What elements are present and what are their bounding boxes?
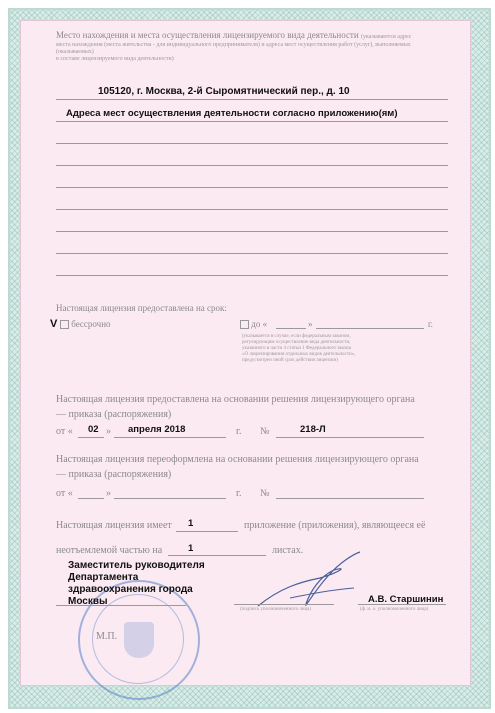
basis-date-line: [114, 437, 226, 438]
reissue-number-label: №: [260, 488, 270, 499]
location-heading: Место нахождения и места осуществления лицензируемого вида деятельности (указываются адрес: [56, 30, 412, 40]
blank-line-5: [56, 231, 448, 232]
address-text: 105120, г. Москва, 2-й Сыромятнический пер., д. 10: [98, 86, 350, 97]
appendix-count: 1: [188, 518, 194, 529]
reissue-year-suffix: г.: [236, 488, 242, 499]
reissue-close-quote: »: [106, 488, 111, 499]
basis-number-line: [276, 437, 424, 438]
basis-month-year: апреля 2018: [128, 424, 186, 435]
location-heading-note: места нахождения (места жительства - для индивидуального предпринимателя) и адреса мест осуществления работ (услуг), выполняемых (оказываемых) в составе лицензируемого вида деятельности): [56, 42, 411, 62]
reissue-date-line: [114, 498, 226, 499]
basis-text: Настоящая лицензия предоставлена на основании решения лицензирующего органа — приказа (распоряжения): [56, 394, 415, 420]
blank-line-3: [56, 187, 448, 188]
appendix-text-2: приложение (приложения), являющееся её: [244, 520, 426, 531]
appendix-text-3: неотъемлемой частью на: [56, 545, 163, 556]
stamp-place-label: М.П.: [96, 631, 118, 642]
blank-line-4: [56, 209, 448, 210]
until-close-quote: »: [308, 319, 313, 329]
name-line: [358, 604, 446, 605]
basis-number: 218-Л: [300, 424, 326, 435]
name-note: (ф. и. о. уполномоченного лица): [360, 607, 429, 612]
signature-line: [234, 604, 334, 605]
basis-day: 02: [88, 424, 99, 435]
until-day-line: [276, 328, 306, 329]
reissue-day-line: [78, 498, 104, 499]
unlimited-option: бессрочно: [60, 319, 111, 329]
check-mark: V: [50, 318, 58, 330]
blank-line-1: [56, 143, 448, 144]
basis-number-label: №: [260, 426, 270, 437]
signatory-position: Заместитель руководителя Департамента здравоохранения города Москвы: [68, 560, 205, 607]
signature-note: (подпись уполномоченного лица): [240, 607, 312, 612]
places-underline: [56, 121, 448, 122]
blank-line-6: [56, 253, 448, 254]
term-label: Настоящая лицензия предоставлена на срок:: [56, 303, 227, 313]
appendix-sheets: 1: [188, 543, 194, 554]
until-option: до «: [240, 319, 267, 329]
term-note: (указывается в случае, если федеральным законом, регулирующим осуществление вида деятельности, указанного в части 4 статьи 1 Федерального закона «О лицензировании отдельных видов деятельности», предусмотрен иной срок действия лицензии): [242, 334, 356, 363]
basis-from: от «: [56, 426, 73, 437]
unlimited-checkbox: [60, 320, 69, 329]
reissue-text: Настоящая лицензия переоформлена на основании решения лицензирующего органа — приказа (распоряжения): [56, 454, 419, 480]
address-underline: [56, 99, 448, 100]
basis-day-line: [78, 437, 104, 438]
appendix-text-4: листах.: [272, 545, 304, 556]
blank-line-7: [56, 275, 448, 276]
signatory-name: А.В. Старшинин: [368, 594, 444, 605]
position-underline: [56, 605, 186, 606]
basis-close-quote: »: [106, 426, 111, 437]
reissue-from: от «: [56, 488, 73, 499]
reissue-number-line: [276, 498, 424, 499]
appendix-count-line: [176, 531, 238, 532]
places-text: Адреса мест осуществления деятельности согласно приложению(ям): [66, 108, 398, 119]
coat-of-arms-emblem: [124, 622, 154, 658]
until-date-line: [316, 328, 424, 329]
until-checkbox: [240, 320, 249, 329]
appendix-text-1: Настоящая лицензия имеет: [56, 520, 172, 531]
blank-line-2: [56, 165, 448, 166]
basis-year-suffix: г.: [236, 426, 242, 437]
until-year-suffix: г.: [428, 319, 433, 329]
